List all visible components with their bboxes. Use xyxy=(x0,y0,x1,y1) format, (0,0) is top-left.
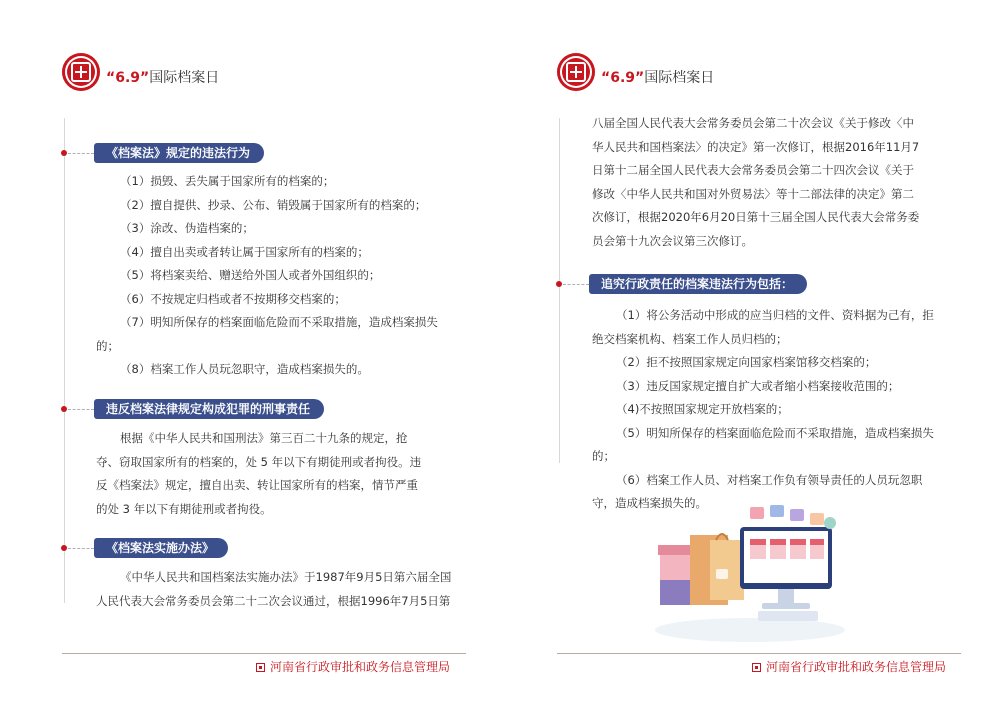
right-page xyxy=(500,0,1000,708)
list-item: （3）违反国家规定擅自扩大或者缩小档案接收范围的； xyxy=(616,378,900,393)
header-date: “6.9” xyxy=(106,70,150,86)
page-header-title xyxy=(106,67,219,87)
paragraph-line: 八届全国人民代表大会常务委员会第二十次会议《关于修改〈中 xyxy=(592,116,914,130)
section-connector xyxy=(563,284,589,286)
section-administrative-liability-body xyxy=(592,304,934,516)
keyboard-icon xyxy=(758,611,818,621)
section-tag-implementation: 《档案法实施办法》 xyxy=(94,538,228,558)
list-item-continuation: 的； xyxy=(96,338,119,353)
footer-org: 河南省行政审批和政务信息管理局 xyxy=(766,660,947,674)
section-connector xyxy=(68,548,94,550)
page-header-title xyxy=(601,67,714,87)
globe-icon xyxy=(824,517,836,529)
footer-square-icon xyxy=(752,663,761,672)
section-tag-illegal-acts: 《档案法》规定的违法行为 xyxy=(94,143,264,163)
footer-divider xyxy=(62,653,466,654)
section-criminal-liability-body xyxy=(96,427,421,521)
list-item: （2）擅自提供、抄录、公布、销毁属于国家所有的档案的； xyxy=(120,197,427,212)
list-item: （3）涂改、伪造档案的； xyxy=(120,221,254,235)
folder-icon xyxy=(810,513,824,525)
section-connector xyxy=(68,409,94,411)
section-tag-administrative-liability: 追究行政责任的档案违法行为包括： xyxy=(589,274,807,294)
list-item-continuation: 的； xyxy=(592,449,615,463)
list-item: （6）不按规定归档或者不按期移交档案的； xyxy=(120,291,346,306)
section-marker-dot xyxy=(61,406,67,412)
chat-icon xyxy=(770,505,784,517)
list-item-continuation: 守，造成档案损失的。 xyxy=(592,496,707,510)
list-item: （2）拒不按照国家规定向国家档案馆移交档案的； xyxy=(616,355,877,369)
emblem-logo xyxy=(557,53,595,91)
section-marker-dot xyxy=(61,150,67,156)
timeline-line xyxy=(64,118,65,603)
lock-icon xyxy=(716,569,728,579)
list-item: （1）损毁、丢失属于国家所有的档案的； xyxy=(120,174,335,188)
list-item: （4）擅自出卖或者转让属于国家所有的档案的； xyxy=(120,244,369,259)
list-item-continuation: 绝交档案机构、档案工作人员归档的； xyxy=(592,331,788,346)
list-item: （7）明知所保存的档案面临危险而不采取措施，造成档案损失 xyxy=(120,315,438,329)
footer-divider xyxy=(557,653,961,654)
paragraph-line: 修改〈中华人民共和国对外贸易法〉等十二部法律的决定》第二 xyxy=(592,186,914,201)
paragraph-line: 夺、窃取国家所有的档案的，处 5 年以下有期徒刑或者拘役。违 xyxy=(96,454,422,469)
list-item: （5）将档案卖给、赠送给外国人或者外国组织的； xyxy=(120,268,381,282)
illustration-shadow xyxy=(655,618,845,642)
intro-paragraph xyxy=(592,112,919,253)
header-date: “6.9” xyxy=(601,70,645,86)
section-illegal-acts-body xyxy=(96,170,438,382)
paragraph-line: 日第十二届全国人民代表大会常务委员会第二十四次会议《关于 xyxy=(592,163,914,177)
paragraph-line: 《中华人民共和国档案法实施办法》于1987年9月5日第六届全国 xyxy=(120,570,452,584)
section-connector xyxy=(68,153,94,155)
paragraph-line: 反《档案法》规定，擅自出卖、转让国家所有的档案，情节严重 xyxy=(96,478,418,492)
section-marker-dot xyxy=(556,281,562,287)
section-marker-dot xyxy=(61,545,67,551)
mail-icon xyxy=(750,507,764,519)
header-label: 国际档案日 xyxy=(149,70,220,86)
section-tag-criminal-liability: 违反档案法律规定构成犯罪的刑事责任 xyxy=(94,399,324,419)
list-item: （6）档案工作人员、对档案工作负有领导责任的人员玩忽职 xyxy=(616,472,923,487)
archive-computer-illustration xyxy=(650,505,850,645)
paragraph-line: 的处 3 年以下有期徒刑或者拘役。 xyxy=(96,501,272,516)
paragraph-line: 人民代表大会常务委员会第二十二次会议通过，根据1996年7月5日第 xyxy=(96,593,451,608)
list-item: （5）明知所保存的档案面临危险而不采取措施，造成档案损失 xyxy=(616,425,934,440)
footer-square-icon xyxy=(256,663,265,672)
section-implementation-body xyxy=(96,566,451,613)
list-item: （1）将公务活动中形成的应当归档的文件、资料据为己有，拒 xyxy=(616,308,934,322)
paragraph-line: 员会第十九次会议第三次修订。 xyxy=(592,233,753,248)
footer-org: 河南省行政审批和政务信息管理局 xyxy=(270,660,451,674)
list-item: （4)不按照国家规定开放档案的； xyxy=(616,402,789,416)
paragraph-line: 根据《中华人民共和国刑法》第三百二十九条的规定，抢 xyxy=(120,431,408,445)
list-item: （8）档案工作人员玩忽职守，造成档案损失的。 xyxy=(120,362,369,376)
paragraph-line: 华人民共和国档案法〉的决定》第一次修订，根据2016年11月7 xyxy=(592,139,920,154)
timeline-line xyxy=(559,118,560,463)
header-label: 国际档案日 xyxy=(644,70,715,86)
emblem-logo xyxy=(62,53,100,91)
settings-icon xyxy=(790,509,804,521)
paragraph-line: 次修订，根据2020年6月20日第十三届全国人民代表大会常务委 xyxy=(592,210,920,224)
